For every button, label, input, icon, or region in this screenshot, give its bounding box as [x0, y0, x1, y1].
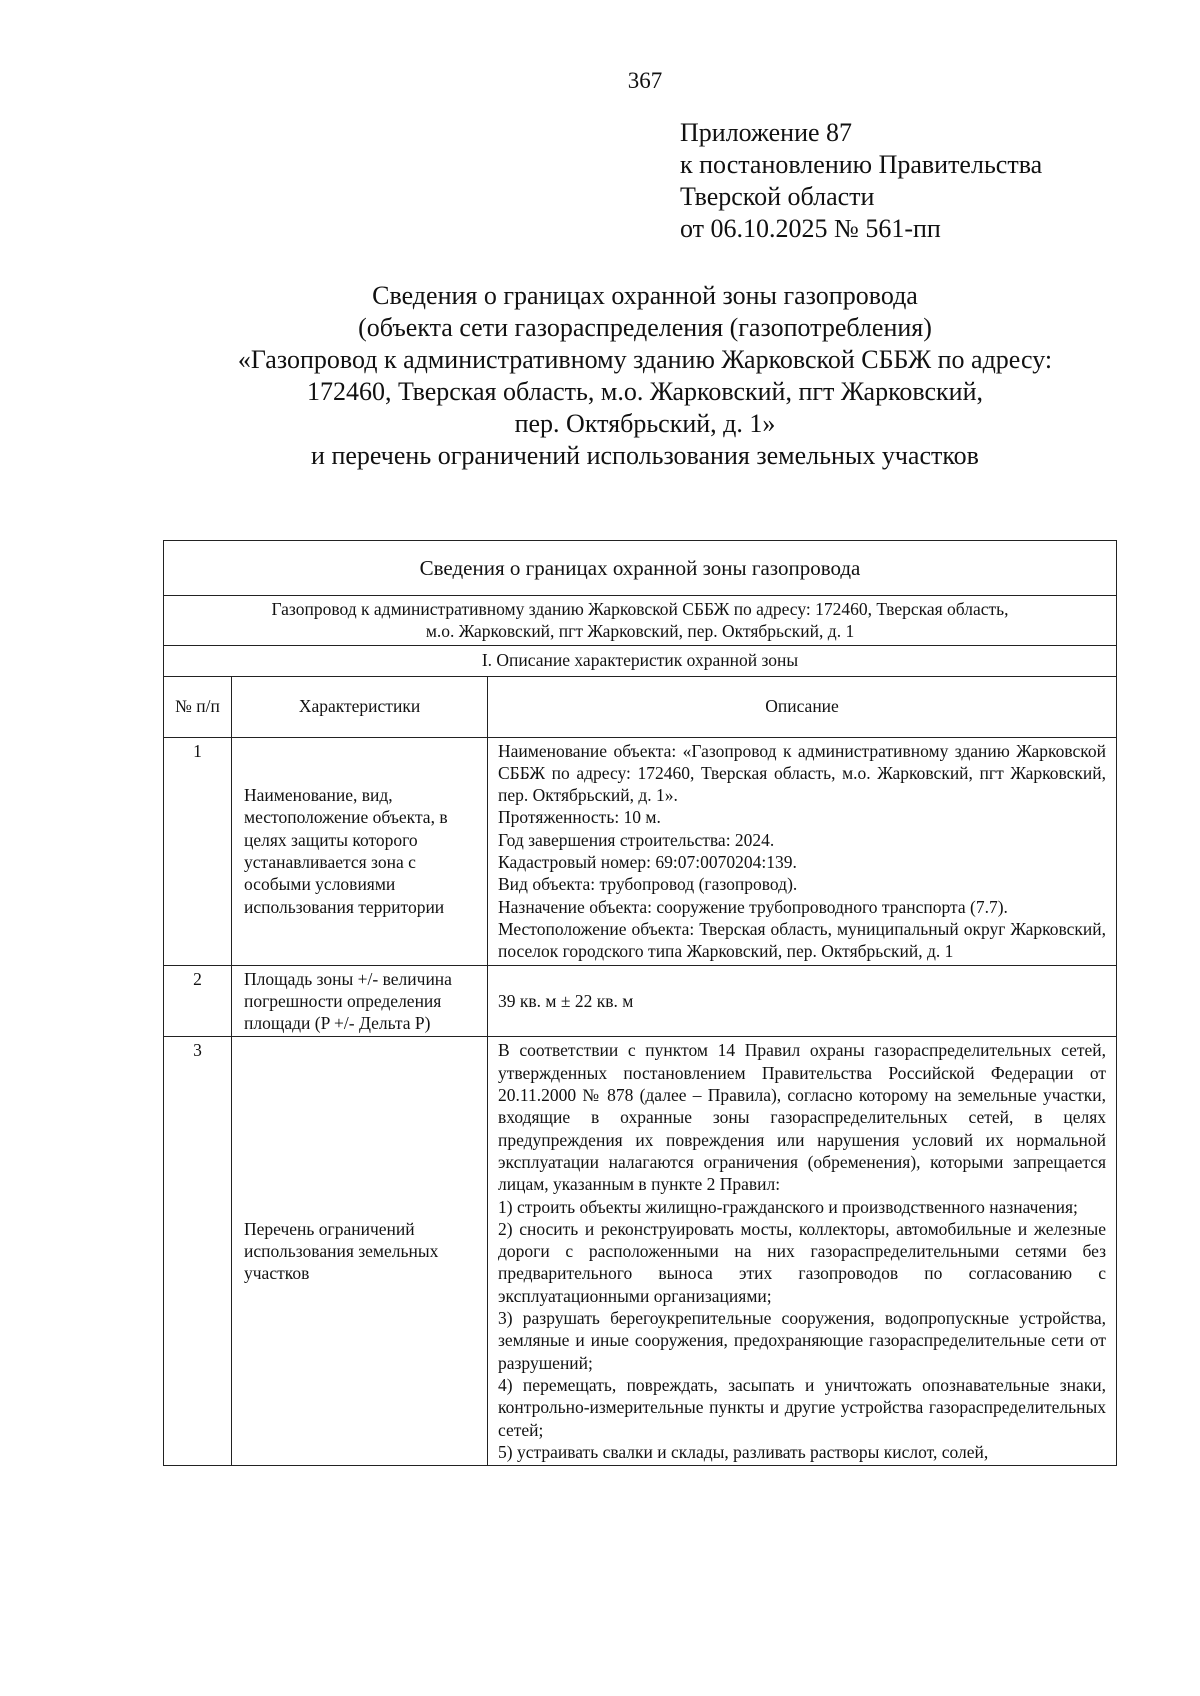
row-characteristic: Наименование, вид, местоположение объекта, в целях защиты которого устанавливается зона с особыми условиями использования территории — [232, 737, 488, 965]
description-line: 1) строить объекты жилищно-гражданского и производственного назначения; — [498, 1196, 1078, 1217]
title-line: «Газопровод к административному зданию Жарковской СББЖ по адресу: — [237, 345, 1053, 374]
document-title — [150, 280, 1140, 472]
table-row — [164, 1037, 1117, 1466]
section-title: I. Описание характеристик охранной зоны — [164, 645, 1117, 676]
title-line: 172460, Тверская область, м.о. Жарковский, пгт Жарковский, — [306, 377, 984, 406]
table-row — [164, 737, 1117, 965]
row-number: 2 — [164, 965, 232, 1037]
title-line: Сведения о границах охранной зоны газопровода — [372, 281, 918, 310]
object-name-cell — [164, 596, 1117, 646]
title-line: и перечень ограничений использования земельных участков — [311, 441, 979, 470]
description-line: Год завершения строительства: 2024. — [498, 829, 775, 850]
row-number: 3 — [164, 1037, 232, 1466]
appendix-line: от 06.10.2025 № 561-пп — [680, 214, 941, 243]
appendix-block — [680, 117, 1042, 245]
row-number: 1 — [164, 737, 232, 965]
page-number: 367 — [627, 68, 663, 93]
description-line: Кадастровый номер: 69:07:0070204:139. — [498, 852, 797, 873]
description-line: Наименование объекта: «Газопровод к административному зданию Жарковской СББЖ по адресу: 172460, Тверская область, м.о. Жарковский, пгт Жарковский, пер. Октябрьский, д. 1». — [498, 740, 1107, 806]
appendix-line: Тверской области — [680, 182, 875, 211]
description-line: Местоположение объекта: Тверская область, муниципальный округ Жарковский, поселок городского типа Жарковский, пер. Октябрьский, д. 1 — [498, 918, 1107, 962]
object-name-line: м.о. Жарковский, пгт Жарковский, пер. Октябрьский, д. 1 — [425, 621, 855, 642]
description-line: Назначение объекта: сооружение трубопроводного транспорта (7.7). — [498, 896, 1008, 917]
column-header-characteristics: Характеристики — [232, 676, 488, 737]
description-line: Вид объекта: трубопровод (газопровод). — [498, 874, 798, 895]
description-line: В соответствии с пунктом 14 Правил охраны газораспределительных сетей, утвержденных постановлением Правительства Российской Федерации от 20.11.2000 № 878 (далее – Правила), согласно которому на земельные участки, входящие в охранные зоны газораспределительных сетей, в целях предупреждения их повреждения или нарушения условий их нормальной эксплуатации налагаются ограничения (обременения), которыми запрещается лицам, указанным в пункте 2 Правил: — [498, 1040, 1107, 1195]
row-characteristic: Площадь зоны +/- величина погрешности определения площади (P +/- Дельта P) — [232, 965, 488, 1037]
row-description — [488, 737, 1117, 965]
description-line: 3) разрушать берегоукрепительные сооружения, водопропускные устройства, земляные и иные сооружения, предохраняющие газораспределительные сети от разрушений; — [498, 1308, 1107, 1373]
row-characteristic: Перечень ограничений использования земельных участков — [232, 1037, 488, 1466]
column-header-number: № п/п — [164, 676, 232, 737]
description-line: Протяженность: 10 м. — [498, 807, 661, 828]
row-description: 39 кв. м ± 22 кв. м — [488, 965, 1117, 1037]
object-name-line: Газопровод к административному зданию Жарковской СББЖ по адресу: 172460, Тверская область, — [271, 599, 1009, 619]
appendix-line: к постановлению Правительства — [680, 150, 1043, 179]
zone-info-table — [163, 540, 1117, 1466]
description-line: 2) сносить и реконструировать мосты, коллекторы, автомобильные и железные дороги с расположенными на них газораспределительными сетями без предварительного выноса этих газопроводов по согласованию с эксплуатационными организациями; — [498, 1218, 1107, 1306]
column-header-description: Описание — [488, 676, 1117, 737]
title-line: (объекта сети газораспределения (газопотребления) — [358, 313, 932, 342]
table-row — [164, 965, 1117, 1037]
description-line: 4) перемещать, повреждать, засыпать и уничтожать опознавательные знаки, контрольно-измерительные пункты и другие устройства газораспределительных сетей; — [498, 1374, 1107, 1440]
table-header: Сведения о границах охранной зоны газопровода — [164, 541, 1117, 596]
description-line: 5) устраивать свалки и склады, разливать растворы кислот, солей, — [498, 1441, 989, 1462]
title-line: пер. Октябрьский, д. 1» — [514, 409, 776, 438]
row-description — [488, 1037, 1117, 1466]
appendix-line: Приложение 87 — [680, 118, 853, 147]
